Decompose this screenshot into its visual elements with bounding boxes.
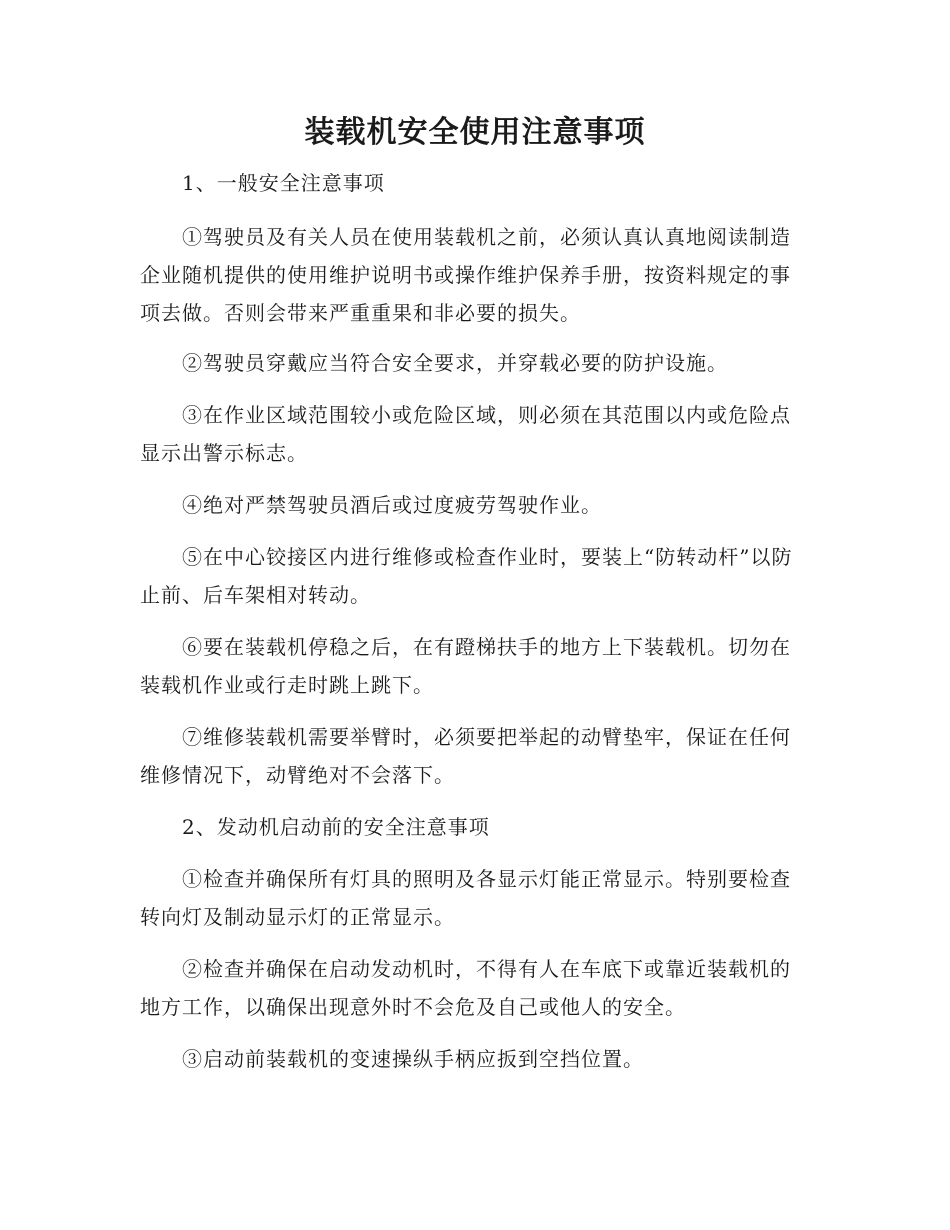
paragraph-1-5: ⑤在中心铰接区内进行维修或检查作业时，要装上“防转动杆”以防止前、后车架相对转动。 <box>140 545 793 607</box>
paragraph-1-3: ③在作业区域范围较小或危险区域，则必须在其范围以内或危险点显示出警示标志。 <box>140 403 791 465</box>
paragraph-1-6: ⑥要在装载机停稳之后，在有蹬梯扶手的地方上下装载机。切勿在装载机作业或行走时跳上跳下。 <box>140 635 791 697</box>
paragraph-2-3: ③启动前装载机的变速操纵手柄应扳到空挡位置。 <box>182 1047 644 1071</box>
paragraph-1-1: ①驾驶员及有关人员在使用装载机之前，必须认真认真地阅读制造企业随机提供的使用维护说明书或操作维护保养手册，按资料规定的事项去做。否则会带来严重重果和非必要的损失。 <box>140 225 791 325</box>
paragraph-2-1: ①检查并确保所有灯具的照明及各显示灯能正常显示。特别要检查转向灯及制动显示灯的正常显示。 <box>140 867 791 929</box>
document-title: 装载机安全使用注意事项 <box>304 115 646 150</box>
paragraph-1-7: ⑦维修装载机需要举臂时，必须要把举起的动臂垫牢，保证在任何维修情况下，动臂绝对不会落下。 <box>140 725 791 787</box>
section-heading-2: 2、发动机启动前的安全注意事项 <box>182 815 490 839</box>
paragraph-2-2: ②检查并确保在启动发动机时，不得有人在车底下或靠近装载机的地方工作，以确保出现意外时不会危及自己或他人的安全。 <box>140 957 791 1019</box>
paragraph-1-4: ④绝对严禁驾驶员酒后或过度疲劳驾驶作业。 <box>182 493 602 517</box>
paragraph-1-2: ②驾驶员穿戴应当符合安全要求，并穿载必要的防护设施。 <box>182 351 728 375</box>
section-heading-1: 1、一般安全注意事项 <box>182 171 385 195</box>
